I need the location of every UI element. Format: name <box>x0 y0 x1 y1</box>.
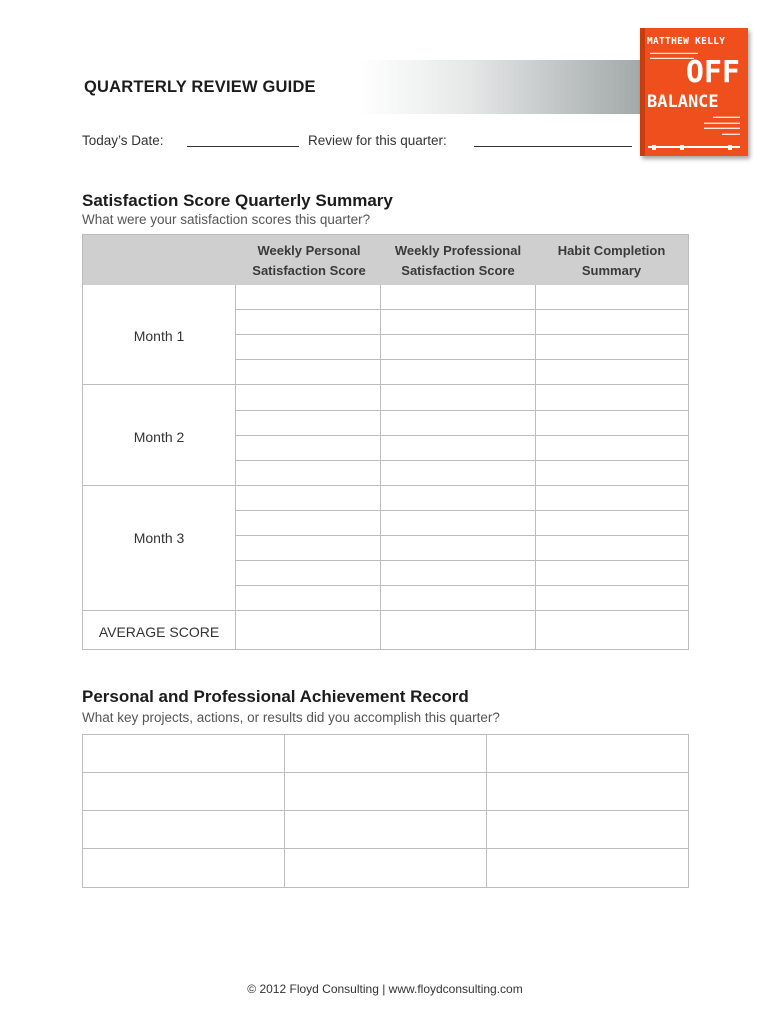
column-divider <box>380 285 381 650</box>
book-tree-icon <box>728 145 732 150</box>
todays-date-field[interactable] <box>187 146 299 147</box>
achievement-table <box>82 734 689 888</box>
row-divider <box>83 772 688 773</box>
page-title: QUARTERLY REVIEW GUIDE <box>84 78 316 96</box>
row-divider <box>83 810 688 811</box>
todays-date-label: Today’s Date: <box>82 133 164 148</box>
row-label-average: AVERAGE SCORE <box>98 624 220 640</box>
week-divider <box>235 334 688 335</box>
week-divider <box>235 460 688 461</box>
row-label-month-3: Month 3 <box>133 530 185 546</box>
satisfaction-section-subtitle: What were your satisfaction scores this quarter? <box>82 212 371 227</box>
column-header-habit: Habit Completion Summary <box>557 243 666 278</box>
week-divider <box>235 535 688 536</box>
column-header-professional: Weekly Professional Satisfaction Score <box>394 243 522 278</box>
book-spine <box>640 28 645 156</box>
book-figure-icon <box>680 145 684 150</box>
column-divider <box>535 285 536 650</box>
row-divider <box>83 610 688 611</box>
book-house-icon <box>652 145 656 150</box>
book-title-line2: BALANCE <box>647 92 719 112</box>
week-divider <box>235 359 688 360</box>
week-divider <box>235 585 688 586</box>
book-tagline-graphic: ▬▬▬▬▬▬▬▬▬▬▬▬ ▬▬▬▬▬▬▬▬▬▬▬ <box>650 50 698 60</box>
footer-copyright: © 2012 Floyd Consulting | www.floydconsulting.com <box>247 982 523 996</box>
row-label-month-2: Month 2 <box>133 429 185 445</box>
week-divider <box>235 510 688 511</box>
column-header-personal: Weekly Personal Satisfaction Score <box>252 243 366 278</box>
week-divider <box>235 560 688 561</box>
achievement-section-title: Personal and Professional Achievement Record <box>82 687 469 706</box>
book-subtitle-graphic: ▬▬▬▬▬▬ ▬▬▬▬▬▬▬▬ ▬▬▬▬▬▬▬▬ ▬▬▬▬ <box>704 114 740 136</box>
achievement-section-subtitle: What key projects, actions, or results did you accomplish this quarter? <box>82 710 500 725</box>
column-divider <box>486 735 487 887</box>
review-quarter-field[interactable] <box>474 146 632 147</box>
column-divider <box>284 735 285 887</box>
book-cover-image <box>640 28 748 156</box>
book-author: MATTHEW KELLY <box>647 36 726 47</box>
week-divider <box>235 435 688 436</box>
book-title-line1: OFF <box>685 55 740 90</box>
row-divider <box>83 848 688 849</box>
review-quarter-label: Review for this quarter: <box>308 133 447 148</box>
week-divider <box>235 309 688 310</box>
book-baseline-graphic <box>648 146 740 148</box>
week-divider <box>235 410 688 411</box>
column-divider <box>235 285 236 650</box>
row-label-month-1: Month 1 <box>133 328 185 344</box>
satisfaction-section-title: Satisfaction Score Quarterly Summary <box>82 191 393 210</box>
satisfaction-table <box>82 234 689 650</box>
row-divider <box>83 485 688 486</box>
row-divider <box>83 384 688 385</box>
